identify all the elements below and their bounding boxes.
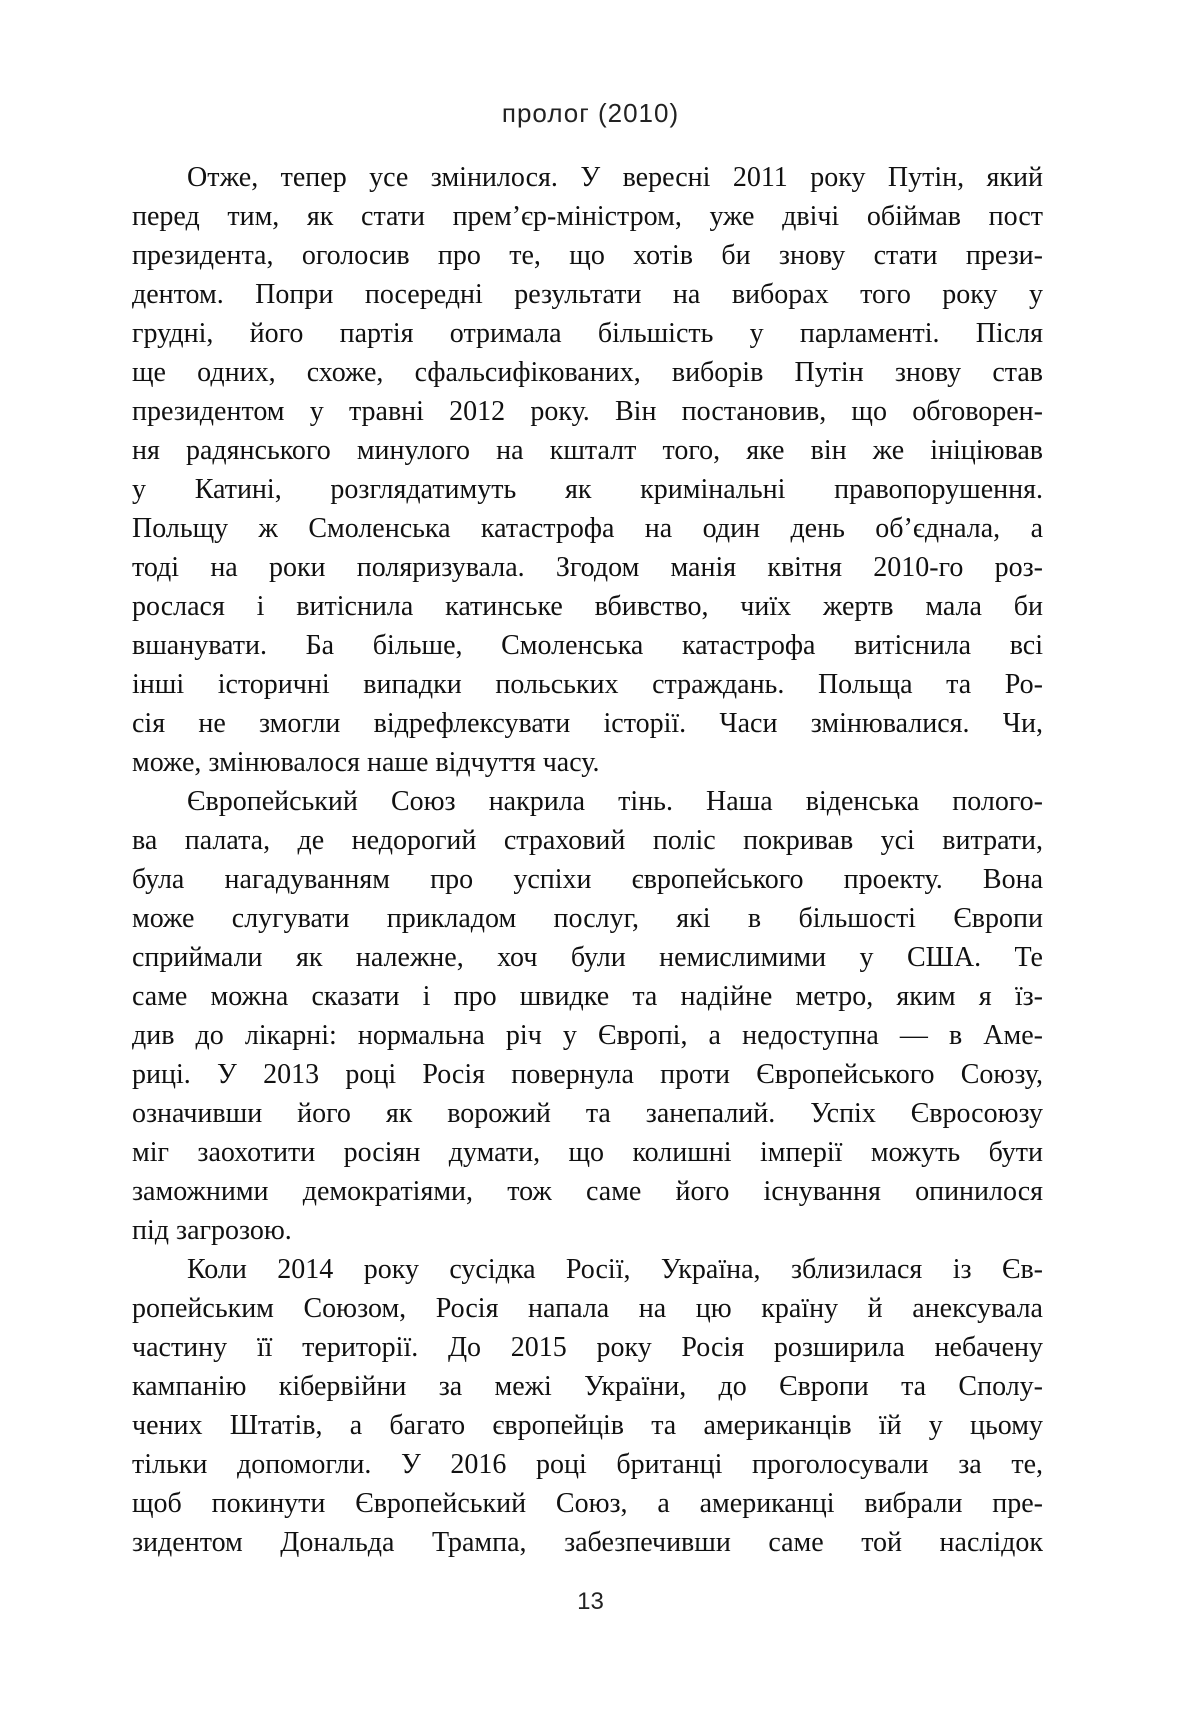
text-line: ва палата, де недорогий страховий поліс покривав усі витрати, xyxy=(132,825,1043,856)
text-line: риці. У 2013 році Росія повернула проти Європейського Союзу, xyxy=(132,1059,1043,1090)
text-line: щоб покинути Європейський Союз, а американці вибрали пре- xyxy=(132,1488,1043,1519)
text-line: кампанію кібервійни за межі України, до Європи та Сполу- xyxy=(132,1371,1043,1402)
text-line: зидентом Дональда Трампа, забезпечивши саме той наслідок xyxy=(132,1527,1043,1558)
text-line: міг заохотити росіян думати, що колишні імперії можуть бути xyxy=(132,1137,1043,1168)
text-line: тільки допомогли. У 2016 році британці проголосували за те, xyxy=(132,1449,1043,1480)
text-line: Отже, тепер усе змінилося. У вересні 2011 року Путін, який xyxy=(187,162,1043,193)
text-line: частину її території. До 2015 року Росія розширила небачену xyxy=(132,1332,1043,1363)
text-line: означивши його як ворожий та занепалий. Успіх Євросоюзу xyxy=(132,1098,1043,1129)
text-line: може слугувати прикладом послуг, які в більшості Європи xyxy=(132,903,1043,934)
text-line: сія не змогли відрефлексувати історії. Часи змінювалися. Чи, xyxy=(132,708,1043,739)
text-line: дентом. Попри посередні результати на виборах того року у xyxy=(132,279,1043,310)
text-line: сприймали як належне, хоч були немислимими у США. Те xyxy=(132,942,1043,973)
body-text xyxy=(132,158,1043,1562)
text-line: була нагадуванням про успіхи європейського проекту. Вона xyxy=(132,864,1043,895)
text-line: Європейський Союз накрила тінь. Наша віденська полого- xyxy=(187,786,1043,817)
text-line: Польщу ж Смоленська катастрофа на один день об’єднала, а xyxy=(132,513,1043,544)
running-header: пролог (2010) xyxy=(501,98,680,128)
text-line: тоді на роки поляризувала. Згодом манія квітня 2010-го роз- xyxy=(132,552,1043,583)
text-line: може, змінювалося наше відчуття часу. xyxy=(132,747,600,778)
text-line: заможними демократіями, тож саме його існування опинилося xyxy=(132,1176,1043,1207)
page-number: 13 xyxy=(577,1588,604,1615)
text-line: під загрозою. xyxy=(132,1215,292,1246)
text-line: грудні, його партія отримала більшість у парламенті. Після xyxy=(132,318,1043,349)
text-line: ще одних, схоже, сфальсифікованих, виборів Путін знову став xyxy=(132,357,1043,388)
text-line: президентом у травні 2012 року. Він постановив, що обговорен- xyxy=(132,396,1043,427)
text-line: див до лікарні: нормальна річ у Європі, а недоступна — в Аме- xyxy=(132,1020,1043,1051)
text-line: вшанувати. Ба більше, Смоленська катастрофа витіснила всі xyxy=(132,630,1043,661)
text-line: рослася і витіснила катинське вбивство, чиїх жертв мала би xyxy=(132,591,1043,622)
text-line: інші історичні випадки польських страждань. Польща та Ро- xyxy=(132,669,1043,700)
text-line: президента, оголосив про те, що хотів би знову стати прези- xyxy=(132,240,1043,271)
text-line: перед тим, як стати прем’єр-міністром, уже двічі обіймав пост xyxy=(132,201,1043,232)
text-line: чених Штатів, а багато європейців та американців їй у цьому xyxy=(132,1410,1043,1441)
text-line: у Катині, розглядатимуть як кримінальні правопорушення. xyxy=(132,474,1043,505)
text-line: саме можна сказати і про швидке та надійне метро, яким я їз- xyxy=(132,981,1043,1012)
text-line: Коли 2014 року сусідка Росії, Україна, зблизилася із Єв- xyxy=(187,1254,1043,1285)
text-line: ропейським Союзом, Росія напала на цю країну й анексувала xyxy=(132,1293,1043,1324)
text-line: ня радянського минулого на кшталт того, яке він же ініціював xyxy=(132,435,1043,466)
